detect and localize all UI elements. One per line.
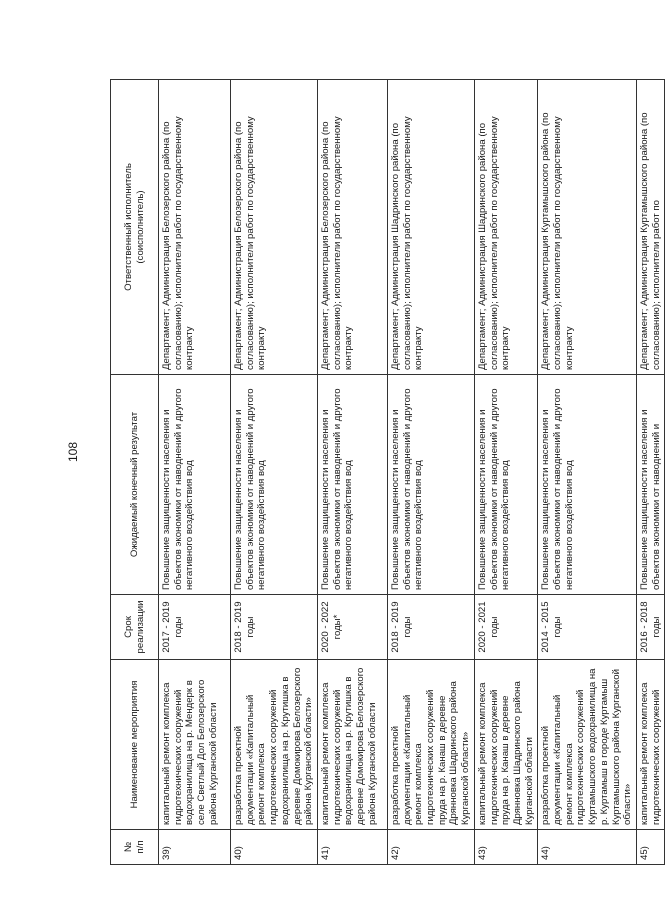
row-num: 45) <box>636 830 664 865</box>
row-num: 44) <box>538 830 637 865</box>
row-executor: Департамент; Администрация Куртамышского района (по согласованию); исполнители работ по государственному контракту <box>538 80 637 375</box>
row-term: 2020 - 2022 годы* <box>317 595 387 660</box>
row-name: капитальный ремонт комплекса гидротехнических сооружений пруда на р. Канаш в деревне Дрянновка Шадринского района Курганской области <box>474 660 538 830</box>
row-num: 41) <box>317 830 387 865</box>
row-num: 42) <box>387 830 474 865</box>
table-row <box>159 80 231 865</box>
row-name: разработка проектной документации «Капитальный ремонт комплекса гидротехнических сооружений пруда на р. Канаш в деревне Дрянновка Шадринского района Курганской области» <box>387 660 474 830</box>
table-header-row <box>111 80 159 865</box>
row-result: Повышение защищенности населения и объектов экономики от наводнений и другого негативного воздействия вод <box>474 375 538 595</box>
row-executor: Департамент; Администрация Белозерского района (по согласованию); исполнители работ по государственному контракту <box>231 80 318 375</box>
row-executor: Департамент; Администрация Белозерского района (по согласованию); исполнители работ по государственному контракту <box>317 80 387 375</box>
table-row <box>474 80 538 865</box>
header-name: Наименование мероприятия <box>111 660 159 830</box>
row-name: капитальный ремонт комплекса гидротехнических сооружений <box>636 660 664 830</box>
table-row <box>317 80 387 865</box>
header-executor: Ответственный исполнитель (соисполнитель) <box>111 80 159 375</box>
row-executor: Департамент; Администрация Шадринского района (по согласованию); исполнители работ по государственному контракту <box>387 80 474 375</box>
row-term: 2018 - 2019 годы <box>387 595 474 660</box>
row-name: капитальный ремонт комплекса гидротехнических сооружений водохранилища на р. Крутишка в деревне Домокирова Белозерского района Курганской области <box>317 660 387 830</box>
measures-table <box>110 79 665 865</box>
row-num: 43) <box>474 830 538 865</box>
row-term: 2016 - 2018 годы <box>636 595 664 660</box>
page-number: 108 <box>66 441 80 463</box>
table-row <box>387 80 474 865</box>
row-term: 2020 - 2021 годы <box>474 595 538 660</box>
header-result: Ожидаемый конечный результат <box>111 375 159 595</box>
row-name: разработка проектной документации «Капитальный ремонт комплекса гидротехнических сооружений Куртамышского водохранилища на р. Куртамыш в городе Куртамыш Куртамышского района Курганской области» <box>538 660 637 830</box>
row-num: 40) <box>231 830 318 865</box>
row-executor: Департамент; Администрация Куртамышского района (по согласованию); исполнители работ по <box>636 80 664 375</box>
table-row <box>231 80 318 865</box>
row-executor: Департамент; Администрация Белозерского района (по согласованию); исполнители работ по государственному контракту <box>159 80 231 375</box>
row-name: разработка проектной документации «Капитальный ремонт комплекса гидротехнических сооружений водохранилища на р. Крутишка в деревне Домокирова Белозерского района Курганской области» <box>231 660 318 830</box>
row-num: 39) <box>159 830 231 865</box>
row-result: Повышение защищенности населения и объектов экономики от наводнений и другого негативного воздействия вод <box>317 375 387 595</box>
row-result: Повышение защищенности населения и объектов экономики от наводнений и другого негативного воздействия вод <box>231 375 318 595</box>
row-term: 2014 - 2015 годы <box>538 595 637 660</box>
row-term: 2017 - 2019 годы <box>159 595 231 660</box>
table-row <box>636 80 664 865</box>
header-num: № п/п <box>111 830 159 865</box>
row-result: Повышение защищенности населения и объектов экономики от наводнений и другого негативного воздействия вод <box>387 375 474 595</box>
row-executor: Департамент; Администрация Шадринского района (по согласованию); исполнители работ по государственному контракту <box>474 80 538 375</box>
row-result: Повышение защищенности населения и объектов экономики от наводнений и другого негативного воздействия вод <box>159 375 231 595</box>
rotated-table-container <box>110 80 662 865</box>
row-term: 2018 - 2019 годы <box>231 595 318 660</box>
row-name: капитальный ремонт комплекса гидротехнических сооружений водохранилища на р. Мендерк в селе Светлый Дол Белозерского района Курганской области <box>159 660 231 830</box>
row-result: Повышение защищенности населения и объектов экономики от наводнений и <box>636 375 664 595</box>
header-term: Срок реализации <box>111 595 159 660</box>
row-result: Повышение защищенности населения и объектов экономики от наводнений и другого негативного воздействия вод <box>538 375 637 595</box>
table-row <box>538 80 637 865</box>
